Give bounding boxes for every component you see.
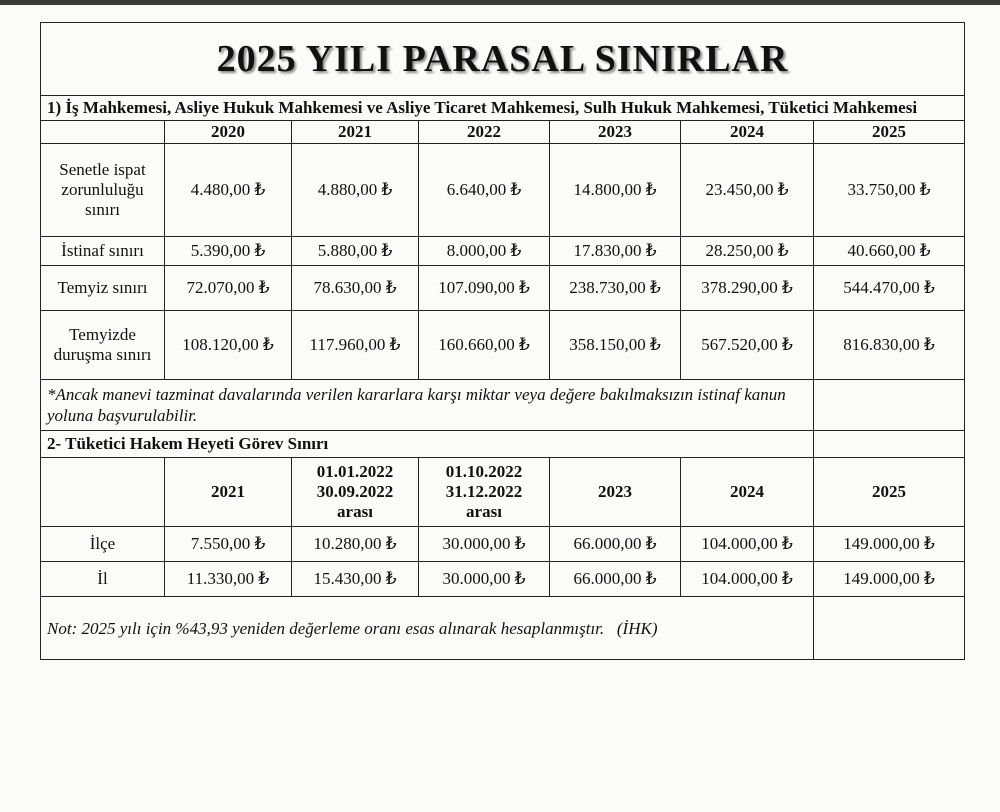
value-cell: 5.880,00 ₺ <box>292 237 419 266</box>
value-cell: 23.450,00 ₺ <box>681 144 814 237</box>
period-header: 2024 <box>681 458 814 527</box>
value-cell: 6.640,00 ₺ <box>419 144 550 237</box>
value-cell: 78.630,00 ₺ <box>292 266 419 311</box>
table-row <box>41 237 965 266</box>
row-label: Temyiz sınırı <box>41 266 165 311</box>
value-cell: 5.390,00 ₺ <box>165 237 292 266</box>
value-cell: 117.960,00 ₺ <box>292 311 419 380</box>
value-cell: 4.880,00 ₺ <box>292 144 419 237</box>
limits-table <box>40 22 965 660</box>
document-title: 2025 YILI PARASAL SINIRLAR <box>41 23 965 96</box>
note-row <box>41 380 965 431</box>
year-header: 2021 <box>292 121 419 144</box>
value-cell: 66.000,00 ₺ <box>550 527 681 562</box>
limits-document <box>40 22 964 660</box>
value-cell: 378.290,00 ₺ <box>681 266 814 311</box>
value-cell: 104.000,00 ₺ <box>681 527 814 562</box>
note-empty-cell <box>814 380 965 431</box>
year-header: 2023 <box>550 121 681 144</box>
value-cell: 66.000,00 ₺ <box>550 562 681 597</box>
table-row <box>41 562 965 597</box>
value-cell: 14.800,00 ₺ <box>550 144 681 237</box>
value-cell: 33.750,00 ₺ <box>814 144 965 237</box>
year-header: 2020 <box>165 121 292 144</box>
year-header: 2025 <box>814 121 965 144</box>
header-empty-cell <box>41 458 165 527</box>
value-cell: 149.000,00 ₺ <box>814 527 965 562</box>
footnote-empty-cell <box>814 597 965 660</box>
value-cell: 816.830,00 ₺ <box>814 311 965 380</box>
istinaf-note: *Ancak manevi tazminat davalarında verilen kararlara karşı miktar veya değere bakılmaksızın istinaf kanun yoluna başvurulabilir. <box>41 380 814 431</box>
value-cell: 104.000,00 ₺ <box>681 562 814 597</box>
value-cell: 10.280,00 ₺ <box>292 527 419 562</box>
section1-heading: 1) İş Mahkemesi, Asliye Hukuk Mahkemesi ve Asliye Ticaret Mahkemesi, Sulh Hukuk Mahkemesi, Tüketici Mahkemesi <box>41 96 965 121</box>
year-header: 2022 <box>419 121 550 144</box>
value-cell: 4.480,00 ₺ <box>165 144 292 237</box>
value-cell: 544.470,00 ₺ <box>814 266 965 311</box>
value-cell: 7.550,00 ₺ <box>165 527 292 562</box>
value-cell: 30.000,00 ₺ <box>419 527 550 562</box>
period-header: 01.10.2022 31.12.2022 arası <box>419 458 550 527</box>
period-header: 2023 <box>550 458 681 527</box>
value-cell: 17.830,00 ₺ <box>550 237 681 266</box>
section2-heading-row <box>41 431 965 458</box>
value-cell: 28.250,00 ₺ <box>681 237 814 266</box>
value-cell: 15.430,00 ₺ <box>292 562 419 597</box>
table-row <box>41 266 965 311</box>
row-label: İlçe <box>41 527 165 562</box>
header-empty-cell <box>41 121 165 144</box>
value-cell: 108.120,00 ₺ <box>165 311 292 380</box>
value-cell: 567.520,00 ₺ <box>681 311 814 380</box>
top-edge <box>0 0 1000 5</box>
footnote-row <box>41 597 965 660</box>
value-cell: 72.070,00 ₺ <box>165 266 292 311</box>
period-header: 2021 <box>165 458 292 527</box>
value-cell: 149.000,00 ₺ <box>814 562 965 597</box>
value-cell: 160.660,00 ₺ <box>419 311 550 380</box>
section2-header-row <box>41 458 965 527</box>
row-label: İl <box>41 562 165 597</box>
value-cell: 107.090,00 ₺ <box>419 266 550 311</box>
section1-header-row <box>41 121 965 144</box>
value-cell: 238.730,00 ₺ <box>550 266 681 311</box>
table-row <box>41 311 965 380</box>
heading-empty-cell <box>814 431 965 458</box>
footnote: Not: 2025 yılı için %43,93 yeniden değerleme oranı esas alınarak hesaplanmıştır. (İHK) <box>41 597 814 660</box>
year-header: 2024 <box>681 121 814 144</box>
value-cell: 11.330,00 ₺ <box>165 562 292 597</box>
row-label: Senetle ispat zorunluluğu sınırı <box>41 144 165 237</box>
value-cell: 40.660,00 ₺ <box>814 237 965 266</box>
table-row <box>41 527 965 562</box>
row-label: İstinaf sınırı <box>41 237 165 266</box>
period-header: 2025 <box>814 458 965 527</box>
value-cell: 30.000,00 ₺ <box>419 562 550 597</box>
value-cell: 358.150,00 ₺ <box>550 311 681 380</box>
value-cell: 8.000,00 ₺ <box>419 237 550 266</box>
section2-heading: 2- Tüketici Hakem Heyeti Görev Sınırı <box>41 431 814 458</box>
row-label: Temyizde duruşma sınırı <box>41 311 165 380</box>
table-row <box>41 144 965 237</box>
period-header: 01.01.2022 30.09.2022 arası <box>292 458 419 527</box>
